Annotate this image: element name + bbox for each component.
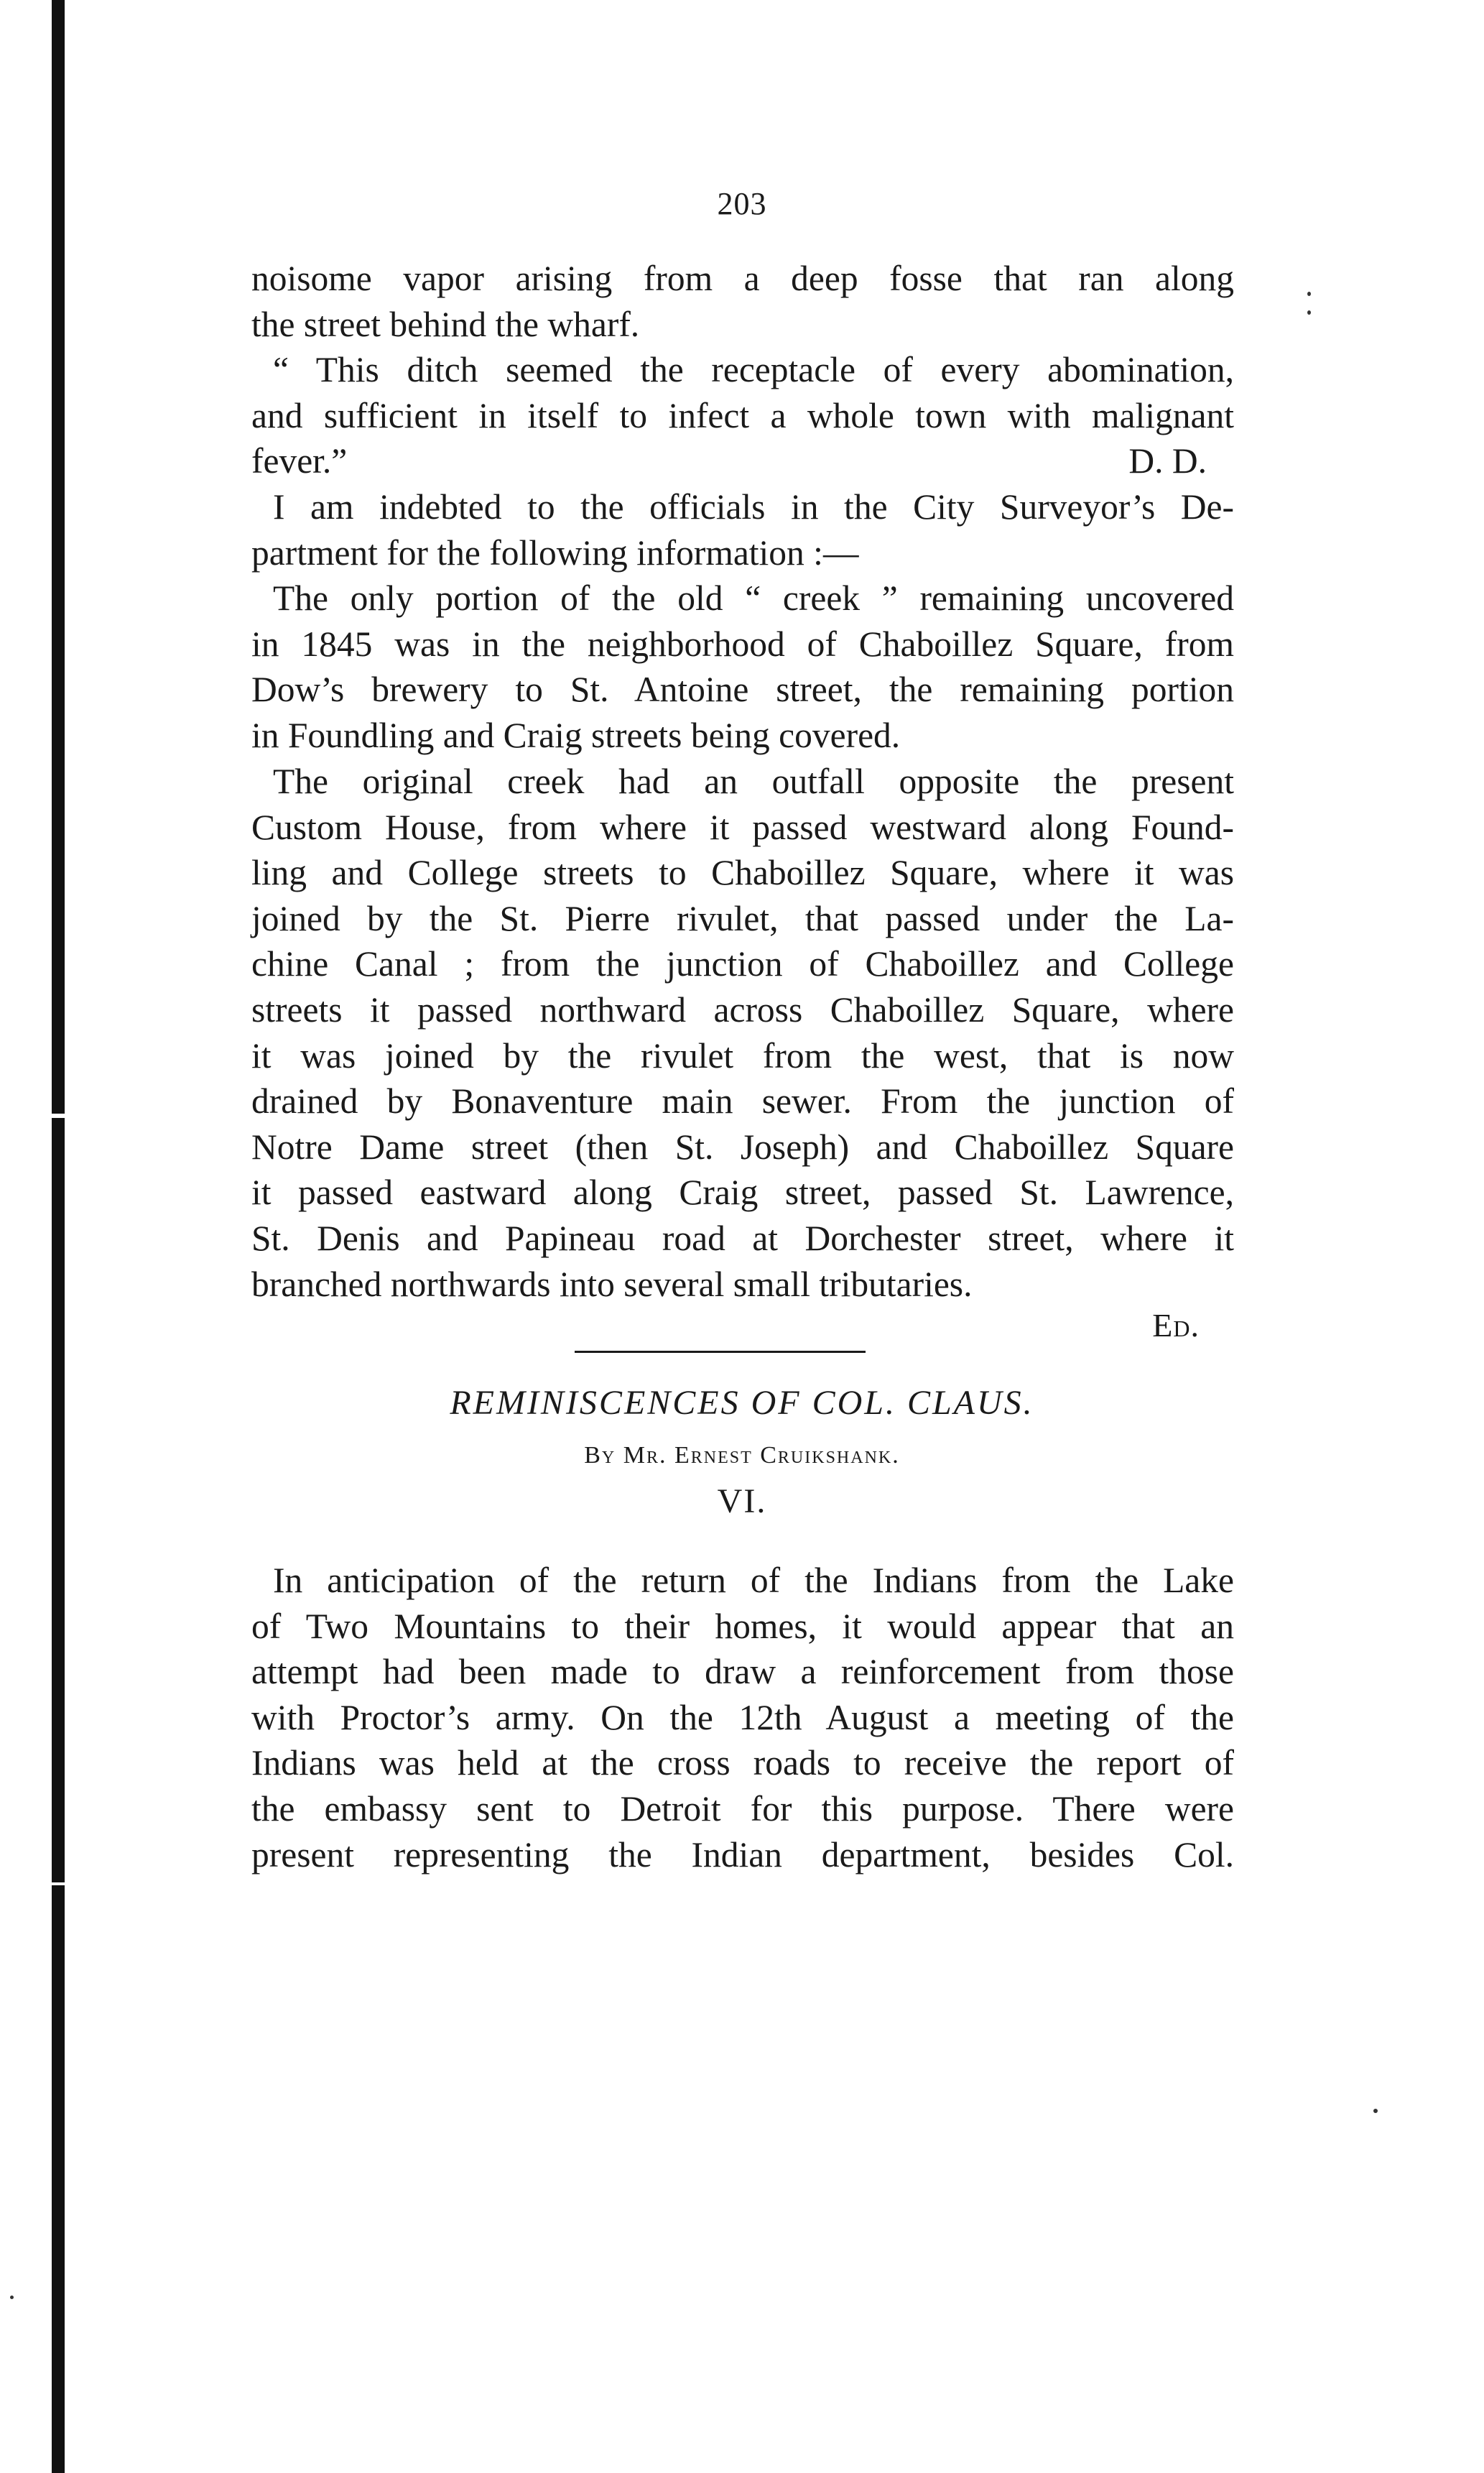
text-line: partment for the following information :— <box>251 532 859 573</box>
text-line: attempt had been made to draw a reinforcement from those <box>251 1652 1234 1692</box>
text-line: of Two Mountains to their homes, it would appear that an <box>251 1606 1234 1646</box>
text-line: Indians was held at the cross roads to receive the report of <box>251 1743 1234 1783</box>
text-line: chine Canal ; from the junction of Chaboillez and College <box>251 944 1234 984</box>
text-line: the street behind the wharf. <box>251 304 640 344</box>
scan-speck <box>1307 292 1311 296</box>
text-line: fever.” <box>251 441 348 481</box>
text-line: “ This ditch seemed the receptacle of every abomination, <box>273 350 1234 389</box>
section-number: VI. <box>717 1482 767 1520</box>
text-line: with Proctor’s army. On the 12th August a meeting of the <box>251 1697 1234 1737</box>
paragraph <box>251 759 1234 1307</box>
book-spine-edge <box>52 0 65 2473</box>
article-byline: By Mr. Ernest Cruikshank. <box>584 1442 900 1469</box>
text-line: ling and College streets to Chaboillez Square, where it was <box>251 853 1234 893</box>
spine-gap <box>52 1882 65 1885</box>
text-line: branched northwards into several small tributaries. <box>251 1264 973 1304</box>
text-line: The original creek had an outfall opposite the present <box>273 762 1234 801</box>
page-number: 203 <box>717 186 767 221</box>
paragraph <box>251 576 1234 758</box>
text-line: The only portion of the old “ creek ” remaining uncovered <box>273 578 1234 618</box>
text-line: Notre Dame street (then St. Joseph) and Chaboillez Square <box>251 1127 1234 1167</box>
quoted-paragraph <box>251 347 1234 484</box>
text-line: noisome vapor arising from a deep fosse that ran along <box>251 259 1234 298</box>
text-line: it passed eastward along Craig street, passed St. Lawrence, <box>251 1173 1234 1213</box>
text-line: In anticipation of the return of the Indians from the Lake <box>273 1561 1234 1600</box>
spine-gap <box>52 1114 65 1118</box>
text-line: streets it passed northward across Chaboillez Square, where <box>251 989 1234 1030</box>
paragraph-continuation <box>251 256 1234 347</box>
scan-speck <box>1373 2109 1378 2113</box>
text-line: St. Denis and Papineau road at Dorchester street, where it <box>251 1218 1234 1258</box>
text-line: in Foundling and Craig streets being covered. <box>251 715 901 755</box>
text-line: Custom House, from where it passed westward along Found- <box>251 807 1234 847</box>
text-line: Dow’s brewery to St. Antoine street, the remaining portion <box>251 670 1234 710</box>
text-line: the embassy sent to Detroit for this purpose. There were <box>251 1788 1234 1829</box>
scan-speck <box>10 2296 14 2299</box>
paragraph <box>251 484 1234 576</box>
paragraph <box>251 1558 1234 1877</box>
text-line: and sufficient in itself to infect a whole town with malignant <box>251 395 1234 435</box>
editor-signature: Ed. <box>1152 1307 1200 1344</box>
text-line: in 1845 was in the neighborhood of Chaboillez Square, from <box>251 624 1234 664</box>
text-line: drained by Bonaventure main sewer. From the junction of <box>251 1081 1234 1122</box>
signature-initials: D. D. <box>1128 441 1207 481</box>
section-divider <box>575 1351 866 1353</box>
article-title: REMINISCENCES OF COL. CLAUS. <box>450 1384 1034 1422</box>
text-line: present representing the Indian department, besides Col. <box>251 1834 1234 1875</box>
text-line-with-signature <box>251 438 1234 484</box>
text-line: it was joined by the rivulet from the west, that is now <box>251 1035 1234 1076</box>
text-line: I am indebted to the officials in the City Surveyor’s De- <box>273 487 1234 527</box>
text-line: joined by the St. Pierre rivulet, that passed under the La- <box>251 898 1234 938</box>
scan-speck <box>1307 310 1311 315</box>
